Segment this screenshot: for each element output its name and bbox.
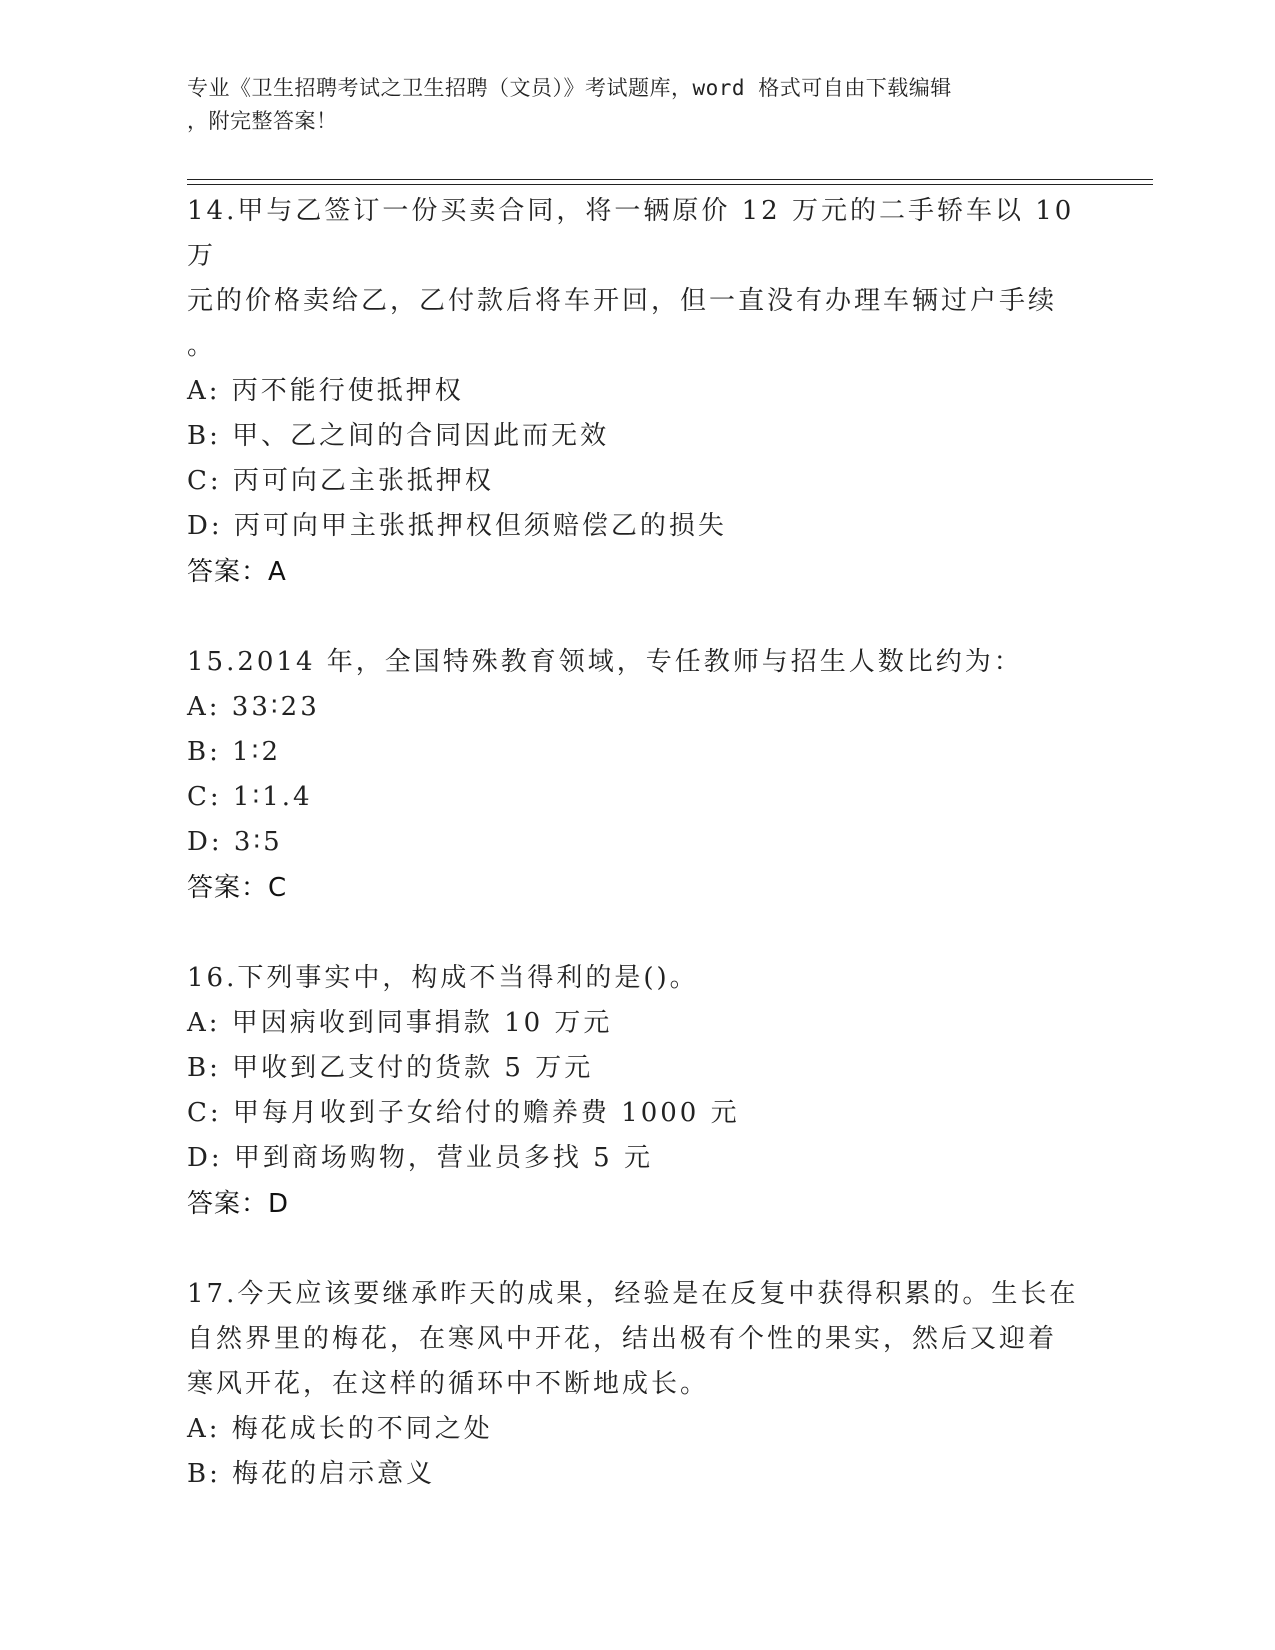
header-divider-top [187,179,1153,180]
question-block [187,956,1087,1227]
question-list [187,189,1087,1497]
question-stem-line: 元的价格卖给乙，乙付款后将车开回，但一直没有办理车辆过户手续 [187,286,1058,316]
question-stem-line: 16.下列事实中，构成不当得利的是()。 [187,963,699,993]
answer-option: B: 甲收到乙支付的货款 5 万元 [187,1053,594,1083]
question-stem-line: 17.今天应该要继承昨天的成果，经验是在反复中获得积累的。生长在 [187,1279,1079,1309]
answer-option: A: 33∶23 [187,692,320,722]
question-spacer [187,1227,1087,1272]
question-stem-line: 寒风开花，在这样的循环中不断地成长。 [187,1369,710,1399]
document-header [187,72,1087,138]
answer-option: C: 1∶1.4 [187,782,313,812]
header-line-2: ，附完整答案！ [187,109,338,133]
question-stem-line: 。 [187,331,217,361]
answer-option: A: 梅花成长的不同之处 [187,1414,493,1444]
answer-key: 答案：A [187,557,287,587]
answer-option: D: 甲到商场购物，营业员多找 5 元 [187,1143,653,1173]
answer-option: B: 1∶2 [187,737,281,767]
question-spacer [187,595,1087,640]
answer-option: A: 甲因病收到同事捐款 10 万元 [187,1008,613,1038]
answer-option: B: 梅花的启示意义 [187,1459,436,1489]
header-line-1: 专业《卫生招聘考试之卫生招聘（文员）》考试题库，word 格式可自由下载编辑 [187,76,952,100]
header-divider-bottom [187,184,1153,185]
question-stem-line: 自然界里的梅花，在寒风中开花，结出极有个性的果实，然后又迎着 [187,1324,1058,1354]
question-block [187,189,1087,595]
answer-option: C: 丙可向乙主张抵押权 [187,466,494,496]
question-stem-line: 14.甲与乙签订一份买卖合同，将一辆原价 12 万元的二手轿车以 10 万 [187,196,1075,271]
answer-option: C: 甲每月收到子女给付的赡养费 1000 元 [187,1098,740,1128]
answer-option: B: 甲、乙之间的合同因此而无效 [187,421,610,451]
question-stem-line: 15.2014 年，全国特殊教育领域，专任教师与招生人数比约为： [187,647,1023,677]
answer-key: 答案：D [187,1189,290,1219]
answer-option: D: 3∶5 [187,827,283,857]
answer-option: A: 丙不能行使抵押权 [187,376,464,406]
question-spacer [187,911,1087,956]
question-block [187,1272,1087,1497]
answer-option: D: 丙可向甲主张抵押权但须赔偿乙的损失 [187,511,727,541]
answer-key: 答案：C [187,873,288,903]
question-block [187,640,1087,911]
